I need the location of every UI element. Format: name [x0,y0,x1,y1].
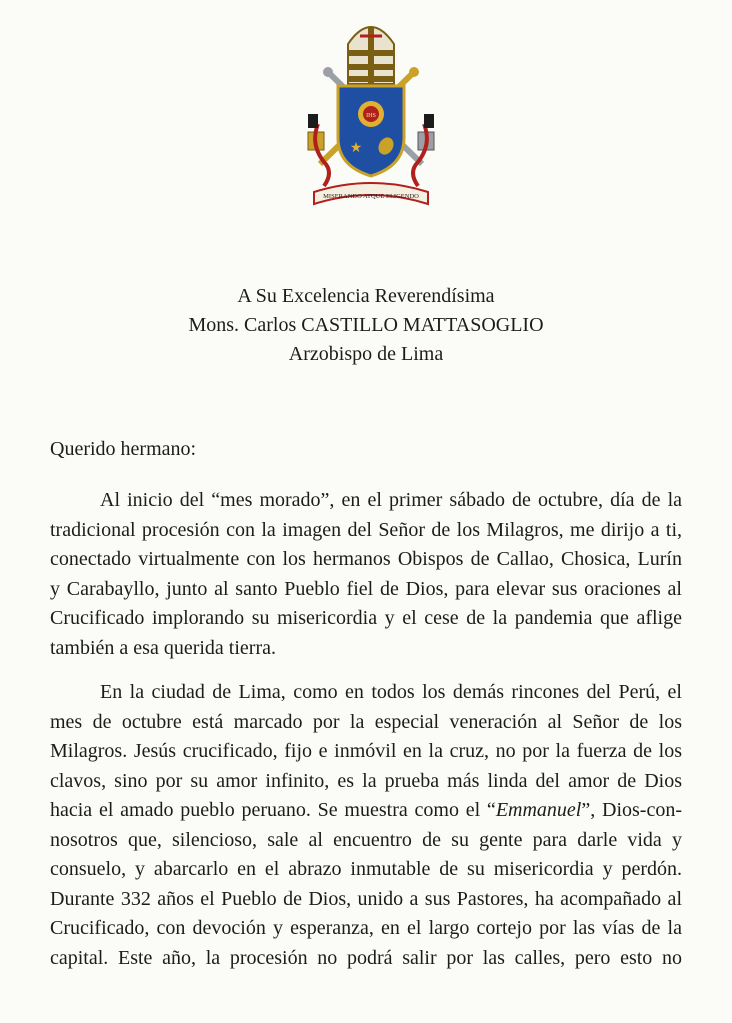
motto-ribbon [314,183,428,204]
text-run: ”, Dios-con- [581,799,682,821]
svg-text:IHS: IHS [366,113,376,119]
text-line: En la ciudad de Lima, como en todos los demás rincones del Perú, el [100,681,682,703]
paragraph-1 [50,486,682,663]
text-line [50,796,682,826]
text-line: Durante 332 años el Pueblo de Dios, unido a sus Pastores, ha acompañado al [50,887,682,910]
text-line: Crucificado, con devoción y esperanza, en el largo cortejo por las vías de la [50,917,682,939]
text-line: tradicional procesión con la imagen del Señor de los Milagros, me dirijo a ti, [50,518,682,541]
motto-text: MISERANDO ATQUE ELIGENDO [323,193,419,200]
text-line: Crucificado implorando su misericordia y el cese de la pandemia que aflige [50,607,682,629]
star-icon: ★ [349,141,363,156]
papal-coat-of-arms [296,14,446,214]
text-line: clavos, sino por su amor infinito, es la prueba más linda del amor de Dios [50,769,682,792]
text-line: también a esa querida tierra. [50,636,276,659]
recipient-address [0,282,732,369]
text-line: consuelo, y abarcarlo en el abrazo inmutable de su misericordia y perdón. [50,858,682,880]
text-line: capital. Este año, la procesión no podrá salir por las calles, pero esto no [50,946,682,969]
text-line: conectado virtualmente con los hermanos Obispos de Callao, Chosica, Lurín [50,548,682,570]
text-line: nosotros que, silencioso, sale al encuentro de su gente para darle vida y [50,828,682,851]
text-line: Milagros. Jesús crucificado, fijo e inmóvil en la cruz, no por la fuerza de los [50,740,682,762]
address-line-office: Arzobispo de Lima [288,343,444,365]
mitre-icon [348,27,394,84]
address-line-title: A Su Excelencia Reverendísima [237,285,495,307]
text-line: Al inicio del “mes morado”, en el primer sábado de octubre, día de la [100,489,682,511]
text-line: y Carabayllo, junto al santo Pueblo fiel de Dios, para elevar sus oraciones al [50,577,682,600]
emphasis-emmanuel: Emmanuel [495,799,582,821]
text-run: hacia el amado pueblo peruano. Se muestra como el “ [50,799,496,821]
paragraph-2 [50,678,682,973]
text-line: mes de octubre está marcado por la especial veneración al Señor de los [50,710,682,733]
salutation: Querido hermano: [50,438,197,460]
shield-icon [338,86,404,176]
address-line-name: Mons. Carlos CASTILLO MATTASOGLIO [188,314,544,336]
